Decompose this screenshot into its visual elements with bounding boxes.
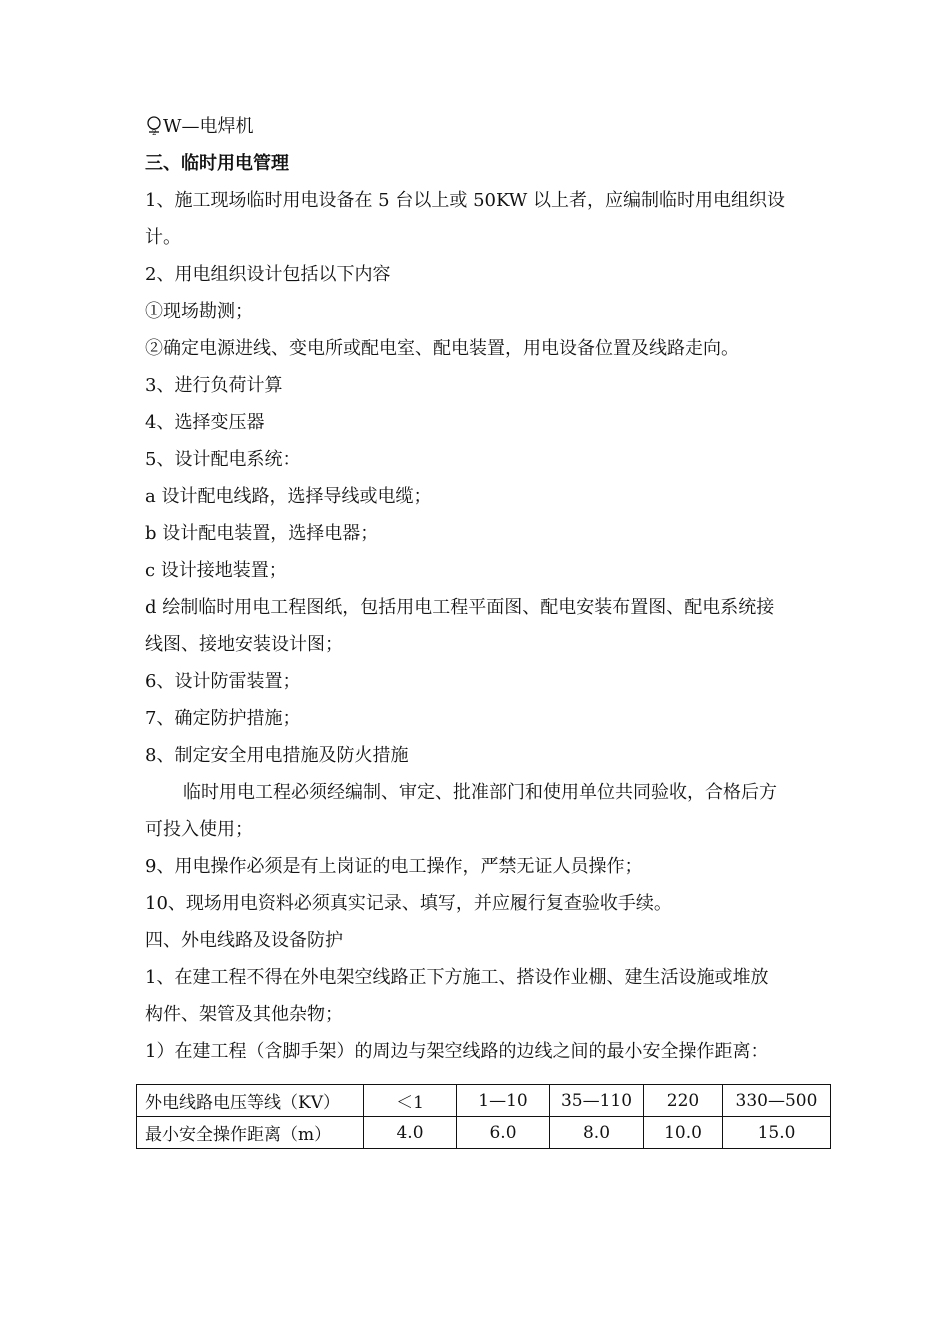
paragraph-line: 3、进行负荷计算	[145, 375, 283, 396]
paragraph-line: 10、现场用电资料必须真实记录、填写，并应履行复查验收手续。	[145, 893, 672, 914]
table-cell: 35—110	[550, 1085, 644, 1117]
welder-text: W—电焊机	[163, 116, 254, 137]
paragraph-line: a 设计配电线路，选择导线或电缆；	[145, 486, 432, 507]
safety-distance-table	[136, 1084, 831, 1149]
table-cell: 最小安全操作距离（m）	[137, 1117, 364, 1149]
section-heading-3: 三、临时用电管理	[145, 153, 289, 174]
table-cell: 15.0	[723, 1117, 831, 1149]
paragraph-line: 2、用电组织设计包括以下内容	[145, 264, 391, 285]
paragraph-line: 6、设计防雷装置；	[145, 671, 301, 692]
table-cell: 1—10	[457, 1085, 550, 1117]
paragraph-line: c 设计接地装置；	[145, 560, 287, 581]
paragraph-line: 1、在建工程不得在外电架空线路正下方施工、搭设作业棚、建生活设施或堆放	[145, 967, 769, 988]
table-row	[137, 1117, 831, 1149]
paragraph-line: 可投入使用；	[145, 819, 253, 840]
table-cell: 220	[644, 1085, 723, 1117]
table-cell: ＜1	[364, 1085, 457, 1117]
table-row	[137, 1085, 831, 1117]
paragraph-line: 7、确定防护措施；	[145, 708, 301, 729]
table-cell: 8.0	[550, 1117, 644, 1149]
paragraph-line: 线图、接地安装设计图；	[145, 634, 343, 655]
paragraph-line: 4、选择变压器	[145, 412, 265, 433]
table-cell: 330—500	[723, 1085, 831, 1117]
paragraph-line: 临时用电工程必须经编制、审定、批准部门和使用单位共同验收，合格后方	[183, 782, 777, 803]
paragraph-line: 5、设计配电系统：	[145, 449, 301, 470]
paragraph-line: 计。	[145, 227, 181, 248]
paragraph-line: 9、用电操作必须是有上岗证的电工操作，严禁无证人员操作；	[145, 856, 643, 877]
table-cell: 外电线路电压等线（KV）	[137, 1085, 364, 1117]
section-heading-4: 四、外电线路及设备防护	[145, 930, 343, 951]
table-cell: 6.0	[457, 1117, 550, 1149]
paragraph-line: d 绘制临时用电工程图纸，包括用电工程平面图、配电安装布置图、配电系统接	[145, 597, 775, 618]
paragraph-line: 8、制定安全用电措施及防火措施	[145, 745, 409, 766]
paragraph-line: 构件、架管及其他杂物；	[145, 1004, 343, 1025]
svg-text:2: 2	[152, 129, 157, 135]
paragraph-line: 1）在建工程（含脚手架）的周边与架空线路的边线之间的最小安全操作距离：	[145, 1041, 769, 1062]
paragraph-line: 1、施工现场临时用电设备在 5 台以上或 50KW 以上者，应编制临时用电组织设	[145, 190, 785, 211]
table-cell: 4.0	[364, 1117, 457, 1149]
table-cell: 10.0	[644, 1117, 723, 1149]
paragraph-line: ②确定电源进线、变电所或配电室、配电装置，用电设备位置及线路走向。	[145, 338, 739, 359]
paragraph-line: ①现场勘测；	[145, 301, 253, 322]
welder-symbol-icon	[145, 115, 163, 135]
welder-line	[145, 114, 254, 140]
paragraph-line: b 设计配电装置，选择电器；	[145, 523, 379, 544]
